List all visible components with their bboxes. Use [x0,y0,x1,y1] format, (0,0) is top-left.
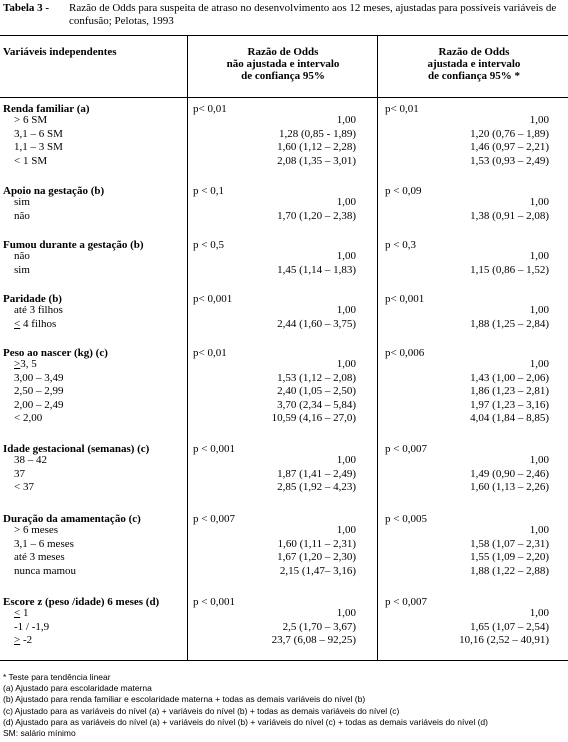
row-label: >3, 5 [14,358,37,370]
group-title: Paridade (b) [3,293,62,305]
row-label: até 3 filhos [14,304,63,316]
odds-unadjusted: 2,85 (1,92 – 4,23) [277,481,356,493]
odds-unadjusted: 1,00 [336,114,356,126]
odds-unadjusted: 2,15 (1,47– 3,16) [279,564,356,577]
odds-adjusted: 1,55 (1,09 – 2,20) [470,551,549,563]
odds-adjusted: 10,16 (2,52 – 40,91) [459,634,549,646]
footnote: (c) Ajustado para as variáveis do nível (a) + variáveis do nível (b) + todas as demais variáveis do nível (c) [3,705,400,716]
odds-adjusted: 1,00 [529,250,549,262]
group-title: Apoio na gestação (b) [3,185,105,197]
group-title: Idade gestacional (semanas) (c) [3,443,150,455]
row-label: 37 [14,467,25,480]
odds-unadjusted: 1,00 [336,454,356,466]
odds-unadjusted: 1,00 [336,304,356,316]
odds-adjusted: 4,04 (1,84 – 8,85) [470,412,549,424]
odds-unadjusted: 1,53 (1,12 – 2,08) [277,371,356,384]
footnote: (d) Ajustado para as variáveis do nível (a) + variáveis do nível (b) + variáveis do nível (c) + todas as demais variáveis do nível (d) [3,716,488,727]
odds-unadjusted: 1,00 [336,250,356,262]
row-label: nunca mamou [14,564,77,577]
odds-adjusted: 1,86 (1,23 – 2,81) [470,385,549,397]
odds-adjusted: 1,38 (0,91 – 2,08) [470,209,549,222]
odds-adjusted: 1,00 [529,358,549,370]
row-label: < 1 [14,607,29,619]
odds-unadjusted: 1,00 [336,607,356,619]
odds-unadjusted: 2,08 (1,35 – 3,01) [277,154,356,167]
odds-unadjusted: 1,60 (1,11 – 2,31) [277,537,356,550]
odds-adjusted: 1,65 (1,07 – 2,54) [470,620,549,633]
group-title: Peso ao nascer (kg) (c) [3,347,108,359]
odds-adjusted: 1,88 (1,25 – 2,84) [470,317,549,330]
row-label: < 2,00 [14,412,43,424]
p-value-adjusted: p< 0,001 [385,293,425,305]
odds-adjusted: 1,97 (1,23 – 3,16) [470,398,549,411]
odds-adjusted: 1,58 (1,07 – 2,31) [470,537,549,550]
odds-unadjusted: 1,70 (1,20 – 2,38) [277,209,356,222]
caption-text: Razão de Odds para suspeita de atraso no desenvolvimento aos 12 meses, ajustadas para possíveis variáveis de confusão; Pelotas, 1993 [69,2,557,27]
odds-adjusted: 1,60 (1,13 – 2,26) [470,481,549,493]
odds-adjusted: 1,15 (0,86 – 1,52) [470,263,549,276]
footnote: * Teste para tendência linear [3,672,111,682]
odds-unadjusted: 3,70 (2,34 – 5,84) [277,398,356,411]
row-label: 2,00 – 2,49 [14,398,64,411]
p-value-unadjusted: p< 0,01 [193,347,227,359]
odds-adjusted: 1,00 [529,114,549,126]
odds-unadjusted: 1,28 (0,85 - 1,89) [279,127,356,140]
row-label: 3,00 – 3,49 [14,371,64,384]
p-value-unadjusted: p < 0,5 [193,239,224,251]
row-label: < 1 SM [14,154,48,167]
p-value-unadjusted: p < 0,001 [193,443,235,455]
odds-adjusted: 1,43 (1,00 – 2,06) [470,371,549,384]
table-bottom-rule [0,660,568,661]
odds-adjusted: 1,88 (1,22 – 2,88) [470,564,549,577]
table-top-rule [0,35,568,36]
odds-unadjusted: 23,7 (6,08 – 92,25) [271,634,356,646]
footnote: SM: salário mínimo [3,728,76,738]
row-label: 1,1 – 3 SM [14,141,63,153]
p-value-unadjusted: p < 0,001 [193,596,235,608]
odds-adjusted: 1,00 [529,524,549,536]
odds-unadjusted: 1,60 (1,12 – 2,28) [277,141,356,153]
p-value-adjusted: p < 0,007 [385,596,427,608]
row-label: > 6 SM [14,114,48,126]
odds-unadjusted: 1,87 (1,41 – 2,49) [277,467,356,480]
odds-adjusted: 1,00 [529,196,549,208]
odds-unadjusted: 1,45 (1,14 – 1,83) [277,263,356,276]
odds-unadjusted: 2,44 (1,60 – 3,75) [277,317,356,330]
p-value-adjusted: p< 0,01 [385,103,419,115]
odds-adjusted: 1,00 [529,607,549,619]
odds-adjusted: 1,20 (0,76 – 1,89) [470,127,549,140]
header-variables: Variáveis independentes [3,46,117,58]
odds-unadjusted: 1,00 [336,524,356,536]
row-label: 3,1 – 6 meses [14,537,74,550]
p-value-unadjusted: p< 0,01 [193,103,227,115]
odds-adjusted: 1,00 [529,304,549,316]
odds-unadjusted: 2,40 (1,05 – 2,50) [277,385,356,397]
group-title: Duração da amamentação (c) [3,513,141,525]
p-value-unadjusted: p < 0,007 [193,513,235,525]
p-value-adjusted: p < 0,3 [385,239,416,251]
odds-adjusted: 1,46 (0,97 – 2,21) [470,141,549,153]
row-label: até 3 meses [14,551,65,563]
row-label: 38 – 42 [14,454,47,466]
odds-unadjusted: 1,00 [336,358,356,370]
p-value-adjusted: p < 0,005 [385,513,427,525]
column-divider-2 [377,35,378,660]
group-title: Escore z (peso /idade) 6 meses (d) [3,596,160,608]
p-value-unadjusted: p< 0,001 [193,293,233,305]
column-divider-1 [187,35,188,660]
row-label: sim [14,196,30,208]
p-value-adjusted: p < 0,09 [385,185,422,197]
odds-adjusted: 1,49 (0,90 – 2,46) [470,467,549,480]
row-label: 2,50 – 2,99 [14,385,64,397]
footnote: (a) Ajustado para escolaridade materna [3,683,152,694]
row-label: > 6 meses [14,524,59,536]
group-title: Renda familiar (a) [3,103,90,115]
odds-unadjusted: 1,00 [336,196,356,208]
row-label: < 37 [14,481,34,493]
odds-adjusted: 1,53 (0,93 – 2,49) [470,154,549,167]
row-label: não [14,209,30,222]
p-value-unadjusted: p < 0,1 [193,185,224,197]
footnote: (b) Ajustado para renda familiar e escolaridade materna + todas as demais variáveis do nível (b) [3,694,366,705]
odds-unadjusted: 1,67 (1,20 – 2,30) [277,551,356,563]
p-value-adjusted: p < 0,007 [385,443,427,455]
odds-unadjusted: 10,59 (4,16 – 27,0) [271,412,356,424]
caption-label: Tabela 3 - [3,2,50,14]
odds-unadjusted: 2,5 (1,70 – 3,67) [282,620,356,633]
row-label: 3,1 – 6 SM [14,127,63,140]
row-label: > -2 [14,634,33,646]
row-label: sim [14,263,30,276]
header-unadjusted: Razão de Odds não ajustada e intervalo de confiança 95% [226,46,340,82]
row-label: não [14,250,30,262]
row-label: -1 / -1,9 [14,620,50,633]
p-value-adjusted: p< 0,006 [385,347,425,359]
header-adjusted: Razão de Odds ajustada e intervalo de confiança 95% * [427,46,521,82]
row-label: < 4 filhos [14,317,57,330]
group-title: Fumou durante a gestação (b) [3,239,144,251]
header-bottom-rule [0,97,568,98]
odds-adjusted: 1,00 [529,454,549,466]
